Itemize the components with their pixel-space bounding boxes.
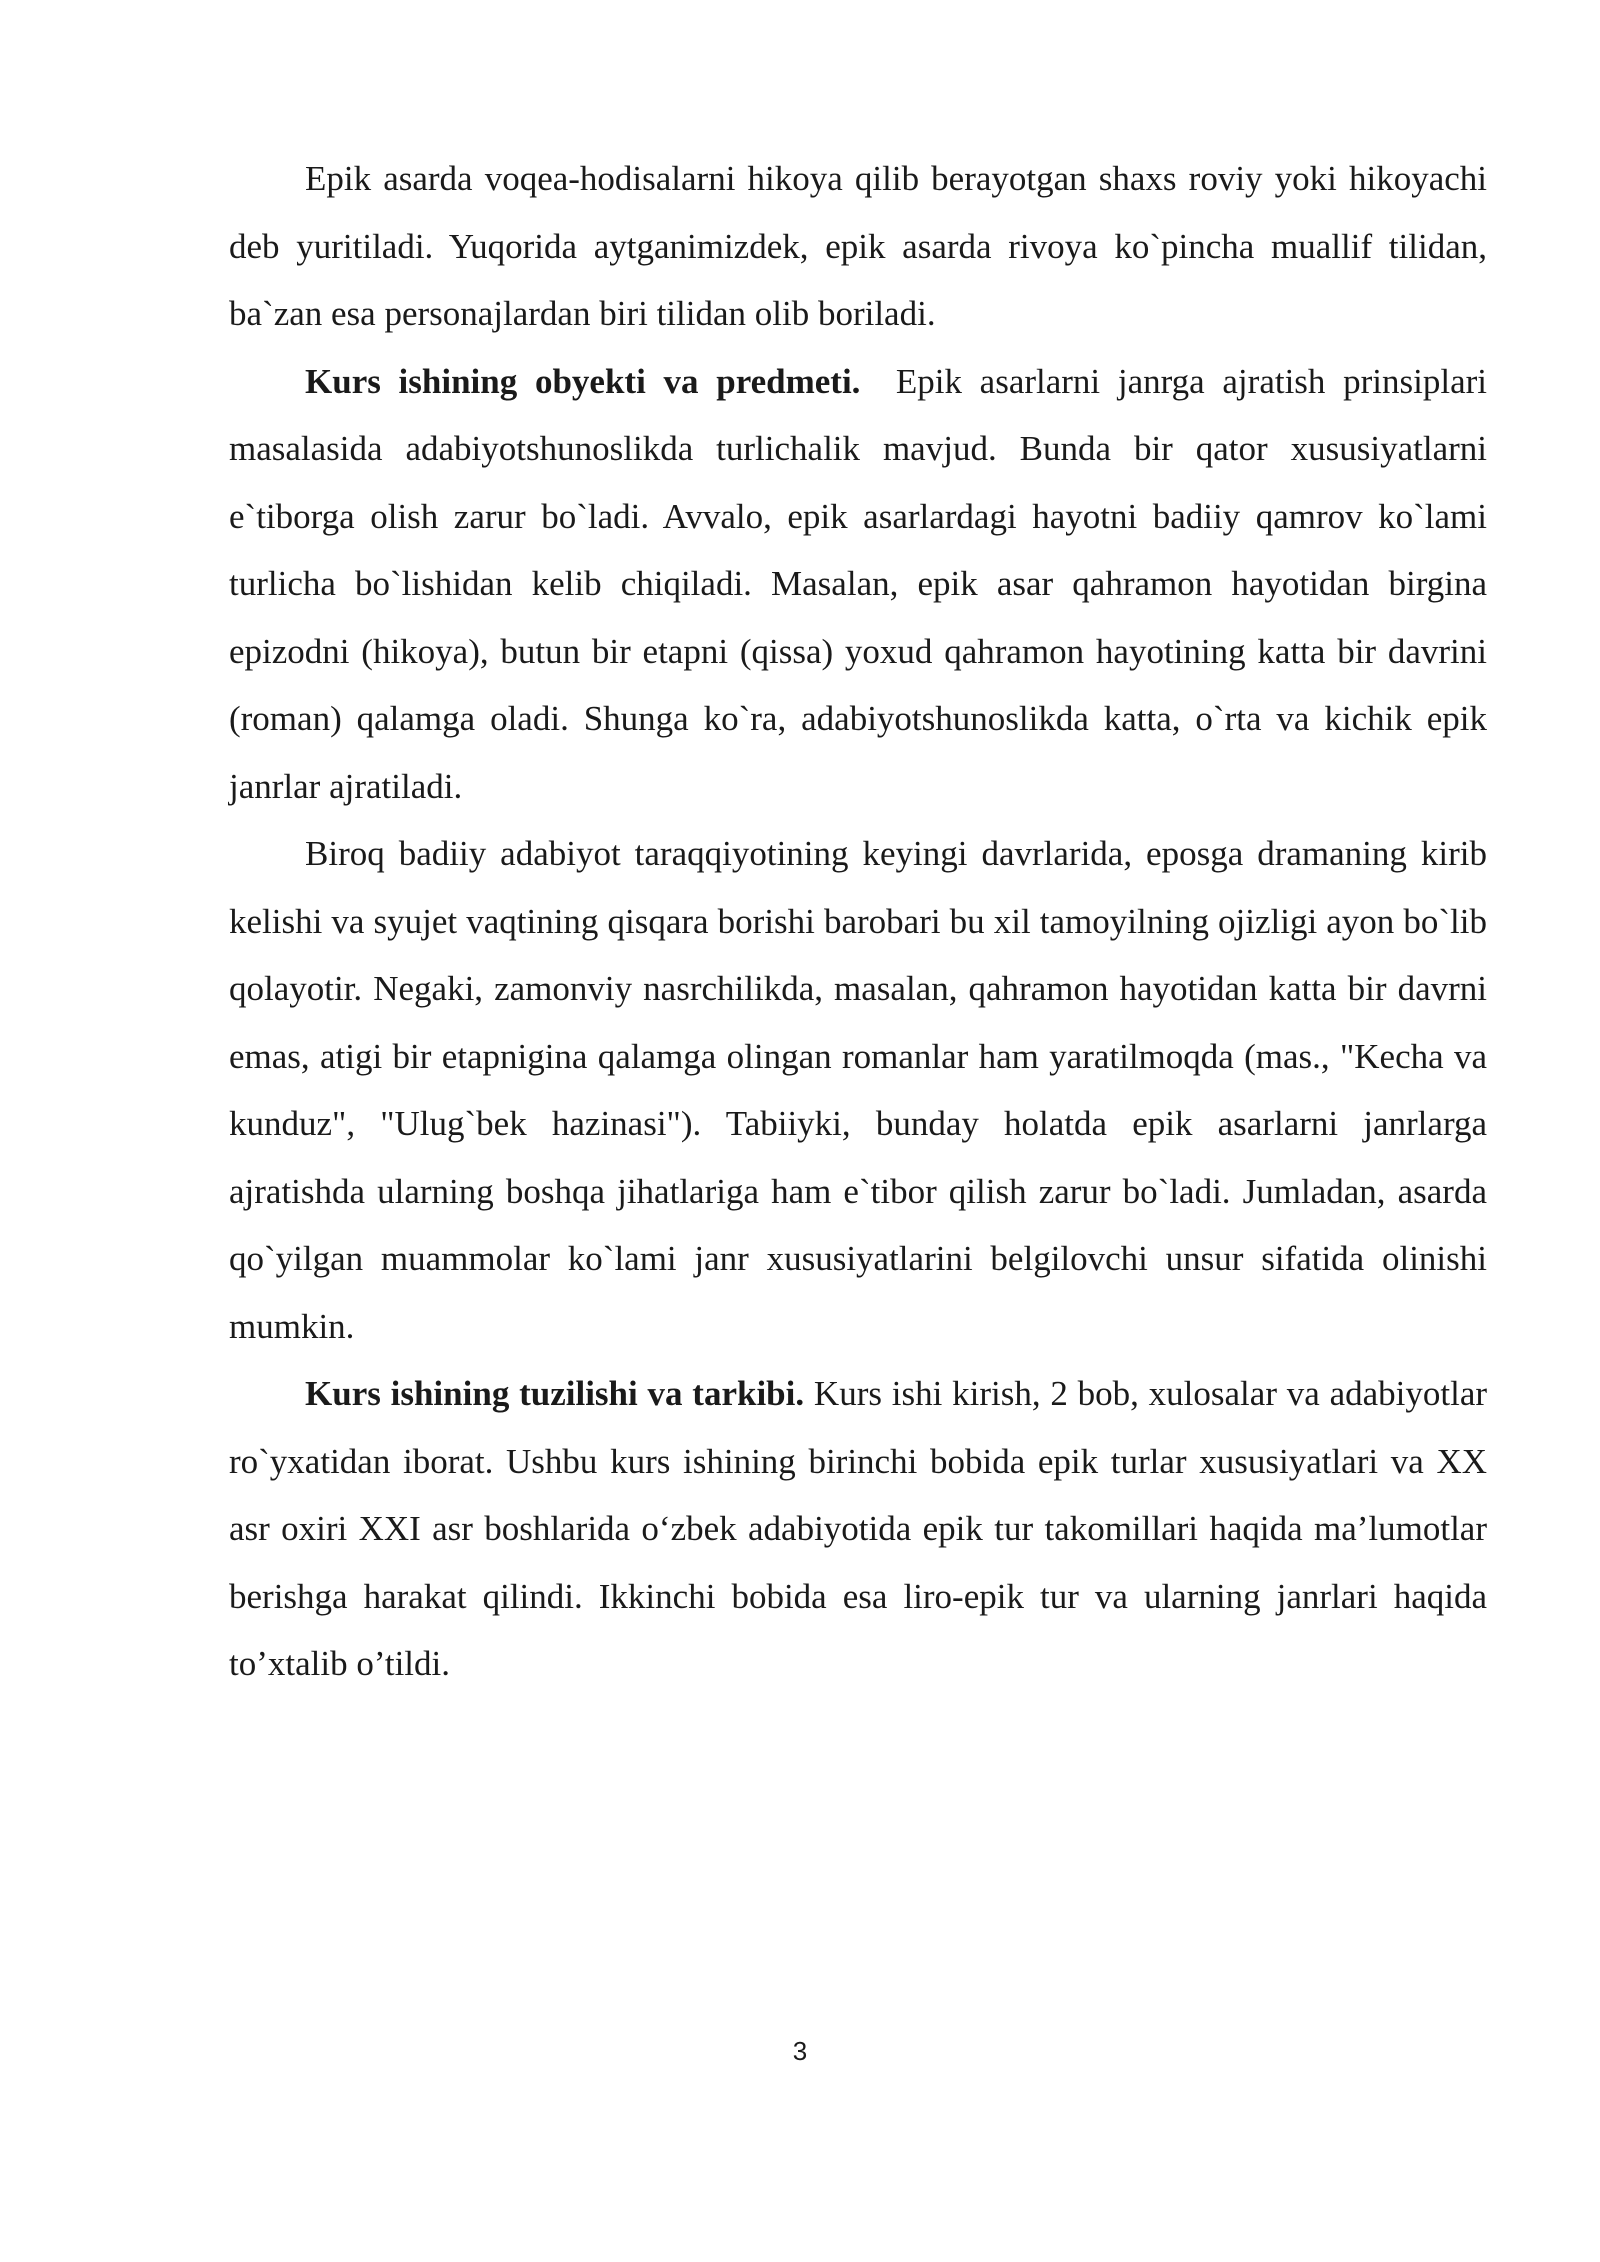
document-body: [229, 145, 1487, 1698]
paragraph-text: Biroq badiiy adabiyot taraqqiyotining keyingi davrlarida, eposga dramaning kirib kelishi va syujet vaqtining qisqara borishi barobari bu xil tamoyilning ojizligi ayon bo`lib qolayotir. Negaki, zamonviy nasrchilikda, masalan, qahramon hayotidan katta bir davrni emas, atigi bir etapnigina qalamga olingan romanlar ham yaratilmoqda (mas., "Kecha va kunduz", "Ulug`bek hazinasi"). Tabiiyki, bunday holatda epik asarlarni janrlarga ajratishda ularning boshqa jihatlariga ham e`tibor qilish zarur bo`ladi. Jumladan, asarda qo`yilgan muammolar ko`lami janr xususiyatlarini belgilovchi unsur sifatida olinishi mumkin.: [229, 834, 1487, 1346]
paragraph-text: Epik asarlarni janrga ajratish prinsiplari masalasida adabiyotshunoslikda turlichalik mavjud. Bunda bir qator xususiyatlarni e`tiborga olish zarur bo`ladi. Avvalo, epik asarlardagi hayotni badiiy qamrov ko`lami turlicha bo`lishidan kelib chiqiladi. Masalan, epik asar qahramon hayotidan birgina epizodni (hikoya), butun bir etapni (qissa) yoxud qahramon hayotining katta bir davrini (roman) qalamga oladi. Shunga ko`ra, adabiyotshunoslikda katta, o`rta va kichik epik janrlar ajratiladi.: [229, 361, 1487, 806]
paragraph-genre-principles: [229, 820, 1487, 1360]
paragraph-narrator: [229, 145, 1487, 348]
section-heading-object-subject: Kurs ishining obyekti va predmeti.: [305, 361, 861, 401]
paragraph-object-subject: [229, 348, 1487, 821]
paragraph-text: Kurs ishi kirish, 2 bob, xulosalar va adabiyotlar ro`yxatidan iborat. Ushbu kurs ishining birinchi bobida epik turlar xususiyatlari va XX asr oxiri XXI asr boshlarida o‘zbek adabiyotida epik tur takomillari haqida ma’lumotlar berishga harakat qilindi. Ikkinchi bobida esa liro-epik tur va ularning janrlari haqida to’xtalib o’tildi.: [229, 1374, 1488, 1683]
paragraph-text: Epik asarda voqea-hodisalarni hikoya qilib berayotgan shaxs roviy yoki hikoyachi deb yuritiladi. Yuqorida aytganimizdek, epik asarda rivoya ko`pincha muallif tilidan, ba`zan esa personajlardan biri tilidan olib boriladi.: [229, 159, 1487, 333]
section-heading-structure: Kurs ishining tuzilishi va tarkibi.: [305, 1374, 805, 1413]
page-number: 3: [792, 2036, 808, 2066]
paragraph-structure: [229, 1360, 1487, 1698]
